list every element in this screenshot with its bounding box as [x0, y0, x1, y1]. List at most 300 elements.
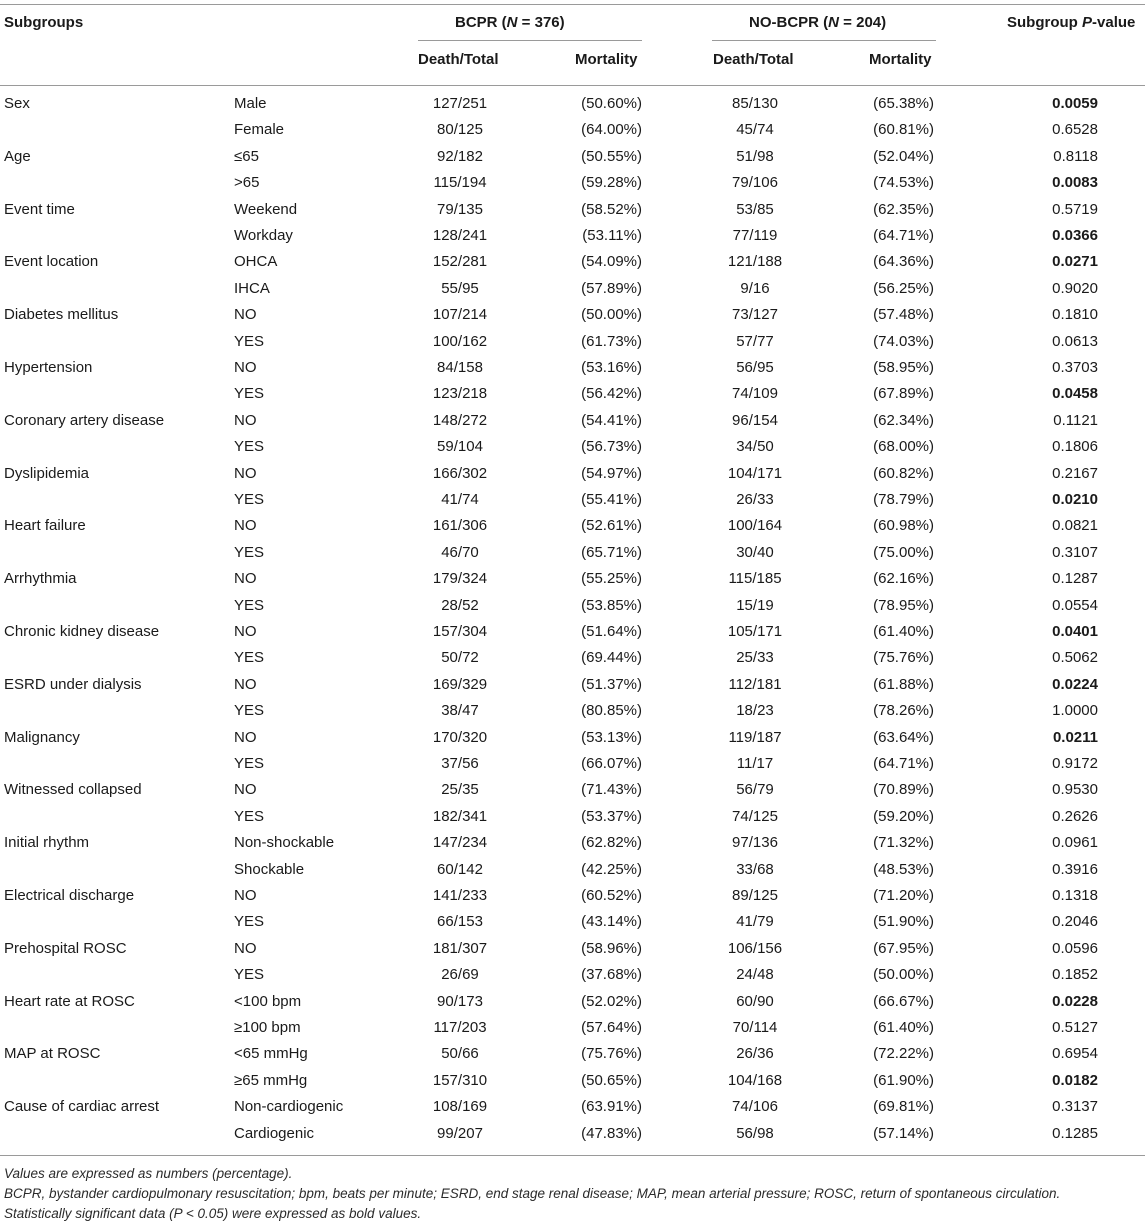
nobcpr-death-total-cell: 11/17 [736, 755, 774, 772]
subgroup-cell: Diabetes mellitus [4, 306, 119, 324]
nobcpr-death-total-cell: 33/68 [736, 860, 774, 878]
category-cell: Shockable [234, 860, 305, 878]
pvalue-cell: 0.0458 [1052, 385, 1098, 403]
pvalue-cell: 0.0613 [1052, 332, 1098, 350]
bcpr-death-total-cell: 60/142 [437, 860, 483, 878]
nobcpr-death-total-cell: 26/36 [736, 1045, 774, 1063]
category-cell: NO [234, 570, 257, 588]
table-row [0, 1068, 1145, 1094]
nobcpr-death-total-cell: 85/130 [732, 95, 778, 112]
nobcpr-mortality-cell: (64.71%) [873, 227, 934, 244]
nobcpr-mortality-cell: (78.26%) [873, 702, 934, 720]
table-row [0, 777, 1145, 803]
pvalue-cell: 0.0961 [1052, 834, 1098, 852]
nobcpr-mortality-cell: (61.88%) [873, 675, 934, 693]
subgroup-cell: Dyslipidemia [4, 464, 90, 482]
bcpr-death-total-cell: 107/214 [432, 306, 488, 324]
pvalue-cell: 0.0182 [1052, 1071, 1098, 1089]
category-cell: ≤65 [234, 147, 259, 165]
bcpr-mortality-cell: (50.00%) [581, 306, 642, 324]
table-row [0, 593, 1145, 619]
nobcpr-death-total-cell: 121/188 [727, 253, 783, 271]
category-cell: NO [234, 359, 257, 376]
footnote-abbreviations: BCPR, bystander cardiopulmonary resuscitation; bpm, beats per minute; ESRD, end stage renal disease; MAP, mean arterial pressure; ROSC, return of spontaneous circulation. [4, 1186, 1061, 1201]
subgroup-cell: Electrical discharge [4, 887, 135, 904]
pvalue-cell: 0.2626 [1052, 807, 1098, 825]
bcpr-mortality-cell: (71.43%) [581, 781, 642, 799]
pvalue-cell: 0.3107 [1052, 543, 1098, 561]
table-row [0, 381, 1145, 407]
bcpr-death-total-cell: 66/153 [437, 913, 483, 931]
pvalue-cell: 0.0224 [1052, 675, 1098, 693]
table-row [0, 329, 1145, 355]
subgroup-cell: Chronic kidney disease [4, 623, 160, 640]
header-bcpr-mortality: Mortality [575, 51, 638, 68]
pvalue-cell: 0.0059 [1052, 95, 1098, 112]
bcpr-mortality-cell: (62.82%) [581, 834, 642, 852]
nobcpr-mortality-cell: (56.25%) [873, 279, 934, 297]
bcpr-mortality-cell: (51.37%) [581, 675, 642, 693]
bcpr-mortality-cell: (47.83%) [581, 1124, 642, 1142]
bcpr-mortality-cell: (53.37%) [581, 807, 642, 825]
nobcpr-mortality-cell: (65.38%) [873, 95, 934, 112]
table-row [0, 989, 1145, 1015]
category-cell: <65 mmHg [234, 1045, 308, 1063]
pvalue-cell: 0.1810 [1052, 306, 1098, 324]
category-cell: NO [234, 464, 257, 482]
pvalue-cell: 0.0596 [1052, 939, 1098, 957]
bcpr-death-total-cell: 115/194 [433, 174, 487, 192]
bcpr-mortality-cell: (69.44%) [581, 649, 642, 667]
nobcpr-death-total-cell: 74/109 [732, 385, 778, 403]
nobcpr-death-total-cell: 73/127 [732, 306, 778, 324]
nobcpr-group-rule [712, 40, 936, 41]
pvalue-cell: 0.3703 [1052, 359, 1098, 376]
nobcpr-death-total-cell: 60/90 [736, 992, 774, 1010]
bcpr-death-total-cell: 157/310 [432, 1071, 488, 1089]
bcpr-death-total-cell: 84/158 [437, 359, 483, 376]
category-cell: YES [234, 596, 265, 614]
nobcpr-mortality-cell: (60.98%) [873, 517, 934, 535]
bcpr-mortality-cell: (55.25%) [581, 570, 642, 588]
nobcpr-mortality-cell: (67.89%) [873, 385, 934, 403]
category-cell: >65 [234, 174, 260, 192]
bcpr-death-total-cell: 148/272 [432, 411, 488, 429]
category-cell: NO [234, 728, 257, 746]
pvalue-cell: 0.3916 [1052, 860, 1098, 878]
table-row [0, 170, 1145, 196]
nobcpr-death-total-cell: 57/77 [736, 332, 774, 350]
category-cell: YES [234, 649, 265, 667]
nobcpr-death-total-cell: 96/154 [732, 411, 778, 429]
bcpr-mortality-cell: (56.42%) [581, 385, 642, 403]
subgroup-cell: Sex [4, 95, 30, 112]
category-cell: YES [234, 702, 265, 720]
bcpr-death-total-cell: 108/169 [432, 1098, 488, 1116]
bcpr-death-total-cell: 161/306 [432, 517, 488, 535]
bcpr-mortality-cell: (63.91%) [581, 1098, 642, 1116]
bcpr-death-total-cell: 38/47 [441, 702, 479, 720]
nobcpr-mortality-cell: (64.71%) [873, 755, 934, 772]
bcpr-mortality-cell: (37.68%) [581, 966, 642, 984]
nobcpr-death-total-cell: 115/185 [728, 570, 782, 588]
pvalue-cell: 0.1852 [1052, 966, 1098, 984]
table-row [0, 408, 1145, 434]
bcpr-mortality-cell: (50.65%) [581, 1071, 642, 1089]
nobcpr-death-total-cell: 97/136 [732, 834, 778, 852]
bcpr-mortality-cell: (58.52%) [581, 200, 642, 218]
table-row [0, 883, 1145, 909]
nobcpr-death-total-cell: 30/40 [736, 543, 774, 561]
bcpr-mortality-cell: (51.64%) [581, 623, 642, 640]
bcpr-mortality-cell: (50.55%) [581, 147, 642, 165]
pvalue-cell: 0.0083 [1052, 174, 1098, 192]
nobcpr-mortality-cell: (74.03%) [873, 332, 934, 350]
table-row [0, 909, 1145, 935]
bcpr-death-total-cell: 181/307 [432, 939, 488, 957]
nobcpr-death-total-cell: 89/125 [732, 887, 778, 904]
table-row [0, 144, 1145, 170]
bcpr-mortality-cell: (53.11%) [582, 227, 642, 244]
pvalue-cell: 0.0554 [1052, 596, 1098, 614]
nobcpr-mortality-cell: (69.81%) [873, 1098, 934, 1116]
category-cell: OHCA [234, 253, 278, 271]
nobcpr-mortality-cell: (70.89%) [873, 781, 934, 799]
nobcpr-death-total-cell: 26/33 [736, 491, 774, 508]
bcpr-death-total-cell: 59/104 [437, 438, 483, 456]
subgroup-cell: Cause of cardiac arrest [4, 1098, 160, 1116]
category-cell: Non-cardiogenic [234, 1098, 344, 1116]
table-row [0, 672, 1145, 698]
category-cell: YES [234, 491, 265, 508]
subgroup-cell: Initial rhythm [4, 834, 90, 852]
bcpr-group-rule [418, 40, 642, 41]
bcpr-mortality-cell: (57.64%) [581, 1019, 642, 1036]
category-cell: YES [234, 966, 265, 984]
subgroup-cell: Prehospital ROSC [4, 939, 127, 957]
bcpr-mortality-cell: (43.14%) [581, 913, 642, 931]
category-cell: Non-shockable [234, 834, 335, 852]
pvalue-cell: 0.0271 [1052, 253, 1098, 271]
subgroup-cell: Coronary artery disease [4, 411, 165, 429]
nobcpr-mortality-cell: (61.90%) [873, 1071, 934, 1089]
nobcpr-death-total-cell: 56/98 [736, 1124, 774, 1142]
pvalue-cell: 0.9172 [1052, 755, 1098, 772]
category-cell: YES [234, 332, 265, 350]
nobcpr-death-total-cell: 51/98 [736, 147, 774, 165]
header-nobcpr: NO-BCPR (N = 204) [749, 14, 887, 31]
bcpr-mortality-cell: (53.16%) [581, 359, 642, 376]
bcpr-mortality-cell: (54.09%) [581, 253, 642, 271]
bcpr-death-total-cell: 147/234 [432, 834, 488, 852]
category-cell: YES [234, 755, 265, 772]
bcpr-death-total-cell: 25/35 [441, 781, 479, 799]
bcpr-death-total-cell: 46/70 [441, 543, 479, 561]
pvalue-cell: 0.1318 [1052, 887, 1098, 904]
bcpr-death-total-cell: 99/207 [437, 1124, 483, 1142]
category-cell: NO [234, 675, 257, 693]
bcpr-mortality-cell: (50.60%) [581, 95, 642, 112]
table-row [0, 513, 1145, 539]
table-row [0, 1094, 1145, 1120]
nobcpr-death-total-cell: 74/106 [732, 1098, 778, 1116]
bcpr-death-total-cell: 41/74 [441, 491, 479, 508]
category-cell: <100 bpm [234, 992, 302, 1010]
nobcpr-mortality-cell: (61.40%) [873, 623, 934, 640]
pvalue-cell: 0.9020 [1052, 279, 1098, 297]
table-row [0, 857, 1145, 883]
table-row [0, 725, 1145, 751]
pvalue-cell: 0.8118 [1053, 147, 1098, 165]
nobcpr-death-total-cell: 15/19 [736, 596, 774, 614]
pvalue-cell: 0.9530 [1052, 781, 1098, 799]
bcpr-mortality-cell: (54.97%) [581, 464, 642, 482]
pvalue-cell: 0.6528 [1052, 121, 1098, 139]
nobcpr-death-total-cell: 79/106 [732, 174, 778, 192]
bcpr-death-total-cell: 179/324 [432, 570, 488, 588]
category-cell: YES [234, 385, 265, 403]
pvalue-cell: 0.0210 [1052, 491, 1098, 508]
pvalue-cell: 0.5062 [1052, 649, 1098, 667]
bcpr-mortality-cell: (59.28%) [581, 174, 642, 192]
pvalue-cell: 0.2046 [1052, 913, 1098, 931]
bcpr-death-total-cell: 141/233 [432, 887, 488, 904]
bcpr-mortality-cell: (66.07%) [581, 755, 642, 772]
pvalue-cell: 0.2167 [1052, 464, 1098, 482]
bcpr-mortality-cell: (54.41%) [581, 411, 642, 429]
nobcpr-mortality-cell: (67.95%) [873, 939, 934, 957]
nobcpr-mortality-cell: (62.34%) [873, 411, 934, 429]
category-cell: Female [234, 121, 285, 139]
header-nobcpr-mortality: Mortality [869, 51, 932, 68]
nobcpr-death-total-cell: 18/23 [736, 702, 774, 720]
nobcpr-mortality-cell: (50.00%) [873, 966, 934, 984]
bcpr-death-total-cell: 50/72 [441, 649, 479, 667]
table-row [0, 619, 1145, 645]
pvalue-cell: 0.5127 [1052, 1019, 1098, 1036]
nobcpr-mortality-cell: (64.36%) [873, 253, 934, 271]
table-top-rule [0, 4, 1145, 5]
table-row [0, 1121, 1145, 1147]
category-cell: ≥100 bpm [234, 1019, 301, 1036]
table-row [0, 936, 1145, 962]
nobcpr-death-total-cell: 45/74 [736, 121, 774, 139]
nobcpr-mortality-cell: (61.40%) [873, 1019, 934, 1036]
header-subgroups: Subgroups [4, 14, 84, 31]
nobcpr-mortality-cell: (51.90%) [873, 913, 934, 931]
nobcpr-mortality-cell: (58.95%) [873, 359, 934, 376]
table-row [0, 117, 1145, 143]
nobcpr-death-total-cell: 56/95 [736, 359, 774, 376]
bcpr-mortality-cell: (55.41%) [581, 491, 642, 508]
bcpr-death-total-cell: 50/66 [441, 1045, 479, 1063]
nobcpr-mortality-cell: (68.00%) [873, 438, 934, 456]
nobcpr-mortality-cell: (66.67%) [873, 992, 934, 1010]
pvalue-cell: 0.0228 [1052, 992, 1098, 1010]
category-cell: NO [234, 306, 257, 324]
header-bottom-rule [0, 85, 1145, 86]
subgroup-cell: Event time [4, 200, 75, 218]
table-row [0, 223, 1145, 249]
bcpr-death-total-cell: 28/52 [441, 596, 479, 614]
bcpr-death-total-cell: 100/162 [432, 332, 488, 350]
category-cell: NO [234, 939, 257, 957]
table-row [0, 804, 1145, 830]
bcpr-death-total-cell: 169/329 [432, 675, 488, 693]
bcpr-mortality-cell: (65.71%) [581, 543, 642, 561]
table-row [0, 302, 1145, 328]
bcpr-death-total-cell: 26/69 [441, 966, 479, 984]
pvalue-cell: 0.0366 [1052, 227, 1098, 244]
nobcpr-death-total-cell: 24/48 [736, 966, 774, 984]
subgroup-cell: Malignancy [4, 728, 80, 746]
table-row [0, 962, 1145, 988]
nobcpr-death-total-cell: 74/125 [732, 807, 778, 825]
nobcpr-mortality-cell: (60.82%) [873, 464, 934, 482]
nobcpr-death-total-cell: 105/171 [727, 623, 783, 640]
nobcpr-death-total-cell: 104/171 [727, 464, 783, 482]
nobcpr-mortality-cell: (71.20%) [873, 887, 934, 904]
bcpr-mortality-cell: (60.52%) [581, 887, 642, 904]
nobcpr-mortality-cell: (75.76%) [873, 649, 934, 667]
bcpr-mortality-cell: (53.85%) [581, 596, 642, 614]
nobcpr-death-total-cell: 106/156 [727, 939, 783, 957]
pvalue-cell: 0.5719 [1052, 200, 1098, 218]
subgroup-cell: Age [4, 147, 31, 165]
nobcpr-death-total-cell: 70/114 [732, 1019, 778, 1036]
nobcpr-death-total-cell: 25/33 [736, 649, 774, 667]
bcpr-mortality-cell: (61.73%) [581, 332, 642, 350]
bcpr-death-total-cell: 123/218 [432, 385, 488, 403]
pvalue-cell: 0.1806 [1052, 438, 1098, 456]
nobcpr-death-total-cell: 100/164 [727, 517, 783, 535]
pvalue-cell: 1.0000 [1052, 702, 1098, 720]
pvalue-cell: 0.3137 [1052, 1098, 1098, 1116]
header-bcpr-death-total: Death/Total [418, 51, 499, 68]
table-row [0, 1015, 1145, 1041]
pvalue-cell: 0.0821 [1052, 517, 1098, 535]
nobcpr-death-total-cell: 34/50 [736, 438, 774, 456]
nobcpr-death-total-cell: 41/79 [736, 913, 774, 931]
table-row [0, 355, 1145, 381]
category-cell: IHCA [234, 279, 270, 297]
bcpr-death-total-cell: 55/95 [441, 279, 479, 297]
table-row [0, 645, 1145, 671]
table-row [0, 830, 1145, 856]
category-cell: NO [234, 887, 257, 904]
nobcpr-mortality-cell: (57.48%) [873, 306, 934, 324]
nobcpr-mortality-cell: (57.14%) [873, 1124, 934, 1142]
table-row [0, 1041, 1145, 1067]
nobcpr-death-total-cell: 53/85 [736, 200, 774, 218]
nobcpr-death-total-cell: 56/79 [736, 781, 774, 799]
category-cell: Weekend [234, 200, 298, 218]
nobcpr-mortality-cell: (74.53%) [873, 174, 934, 192]
category-cell: NO [234, 517, 257, 535]
bcpr-death-total-cell: 79/135 [437, 200, 483, 218]
bcpr-mortality-cell: (58.96%) [581, 939, 642, 957]
table-row [0, 276, 1145, 302]
bcpr-mortality-cell: (64.00%) [581, 121, 642, 139]
nobcpr-mortality-cell: (52.04%) [873, 147, 934, 165]
table-row [0, 434, 1145, 460]
nobcpr-death-total-cell: 119/187 [728, 728, 782, 746]
bcpr-mortality-cell: (57.89%) [581, 279, 642, 297]
subgroup-cell: MAP at ROSC [4, 1045, 101, 1063]
nobcpr-mortality-cell: (59.20%) [873, 807, 934, 825]
nobcpr-mortality-cell: (63.64%) [873, 728, 934, 746]
pvalue-cell: 0.0401 [1052, 623, 1098, 640]
table-row [0, 249, 1145, 275]
bcpr-mortality-cell: (80.85%) [581, 702, 642, 720]
bcpr-mortality-cell: (52.02%) [581, 992, 642, 1010]
nobcpr-death-total-cell: 104/168 [727, 1071, 783, 1089]
category-cell: NO [234, 411, 257, 429]
bcpr-mortality-cell: (53.13%) [581, 728, 642, 746]
bcpr-mortality-cell: (75.76%) [581, 1045, 642, 1063]
table-row [0, 487, 1145, 513]
subgroup-cell: Hypertension [4, 359, 93, 376]
nobcpr-mortality-cell: (62.16%) [873, 570, 934, 588]
nobcpr-mortality-cell: (71.32%) [873, 834, 934, 852]
bcpr-death-total-cell: 80/125 [437, 121, 483, 139]
nobcpr-mortality-cell: (62.35%) [873, 200, 934, 218]
category-cell: YES [234, 438, 265, 456]
table-row [0, 197, 1145, 223]
nobcpr-mortality-cell: (60.81%) [873, 121, 934, 139]
bcpr-death-total-cell: 92/182 [437, 147, 483, 165]
header-bcpr: BCPR (N = 376) [455, 14, 565, 31]
category-cell: NO [234, 623, 257, 640]
table-row [0, 540, 1145, 566]
nobcpr-death-total-cell: 77/119 [732, 227, 778, 244]
category-cell: YES [234, 913, 265, 931]
subgroup-cell: Heart rate at ROSC [4, 992, 135, 1010]
pvalue-cell: 0.6954 [1052, 1045, 1098, 1063]
header-subgroup-pvalue: Subgroup P-value [1007, 14, 1136, 31]
category-cell: Male [234, 95, 267, 112]
footnote-significance: Statistically significant data (P < 0.05) were expressed as bold values. [4, 1206, 422, 1221]
bcpr-death-total-cell: 128/241 [432, 227, 488, 244]
category-cell: NO [234, 781, 257, 799]
bcpr-mortality-cell: (56.73%) [581, 438, 642, 456]
bcpr-death-total-cell: 166/302 [432, 464, 488, 482]
pvalue-cell: 0.1287 [1052, 570, 1098, 588]
bcpr-mortality-cell: (42.25%) [581, 860, 642, 878]
bcpr-death-total-cell: 127/251 [432, 95, 488, 112]
bcpr-death-total-cell: 117/203 [433, 1019, 487, 1036]
nobcpr-mortality-cell: (78.79%) [873, 491, 934, 508]
nobcpr-mortality-cell: (72.22%) [873, 1045, 934, 1063]
bcpr-death-total-cell: 152/281 [432, 253, 488, 271]
category-cell: YES [234, 543, 265, 561]
pvalue-cell: 0.0211 [1052, 728, 1098, 746]
table-row [0, 698, 1145, 724]
subgroup-cell: Arrhythmia [4, 570, 77, 588]
nobcpr-mortality-cell: (78.95%) [873, 596, 934, 614]
table-row [0, 461, 1145, 487]
nobcpr-death-total-cell: 9/16 [740, 279, 770, 297]
table-row [0, 566, 1145, 592]
bcpr-death-total-cell: 37/56 [441, 755, 479, 772]
pvalue-cell: 0.1121 [1053, 411, 1098, 429]
header-nobcpr-death-total: Death/Total [713, 51, 794, 68]
nobcpr-death-total-cell: 112/181 [728, 675, 782, 693]
table-bottom-rule [0, 1155, 1145, 1156]
subgroup-cell: Witnessed collapsed [4, 781, 142, 799]
bcpr-mortality-cell: (52.61%) [581, 517, 642, 535]
nobcpr-mortality-cell: (48.53%) [873, 860, 934, 878]
